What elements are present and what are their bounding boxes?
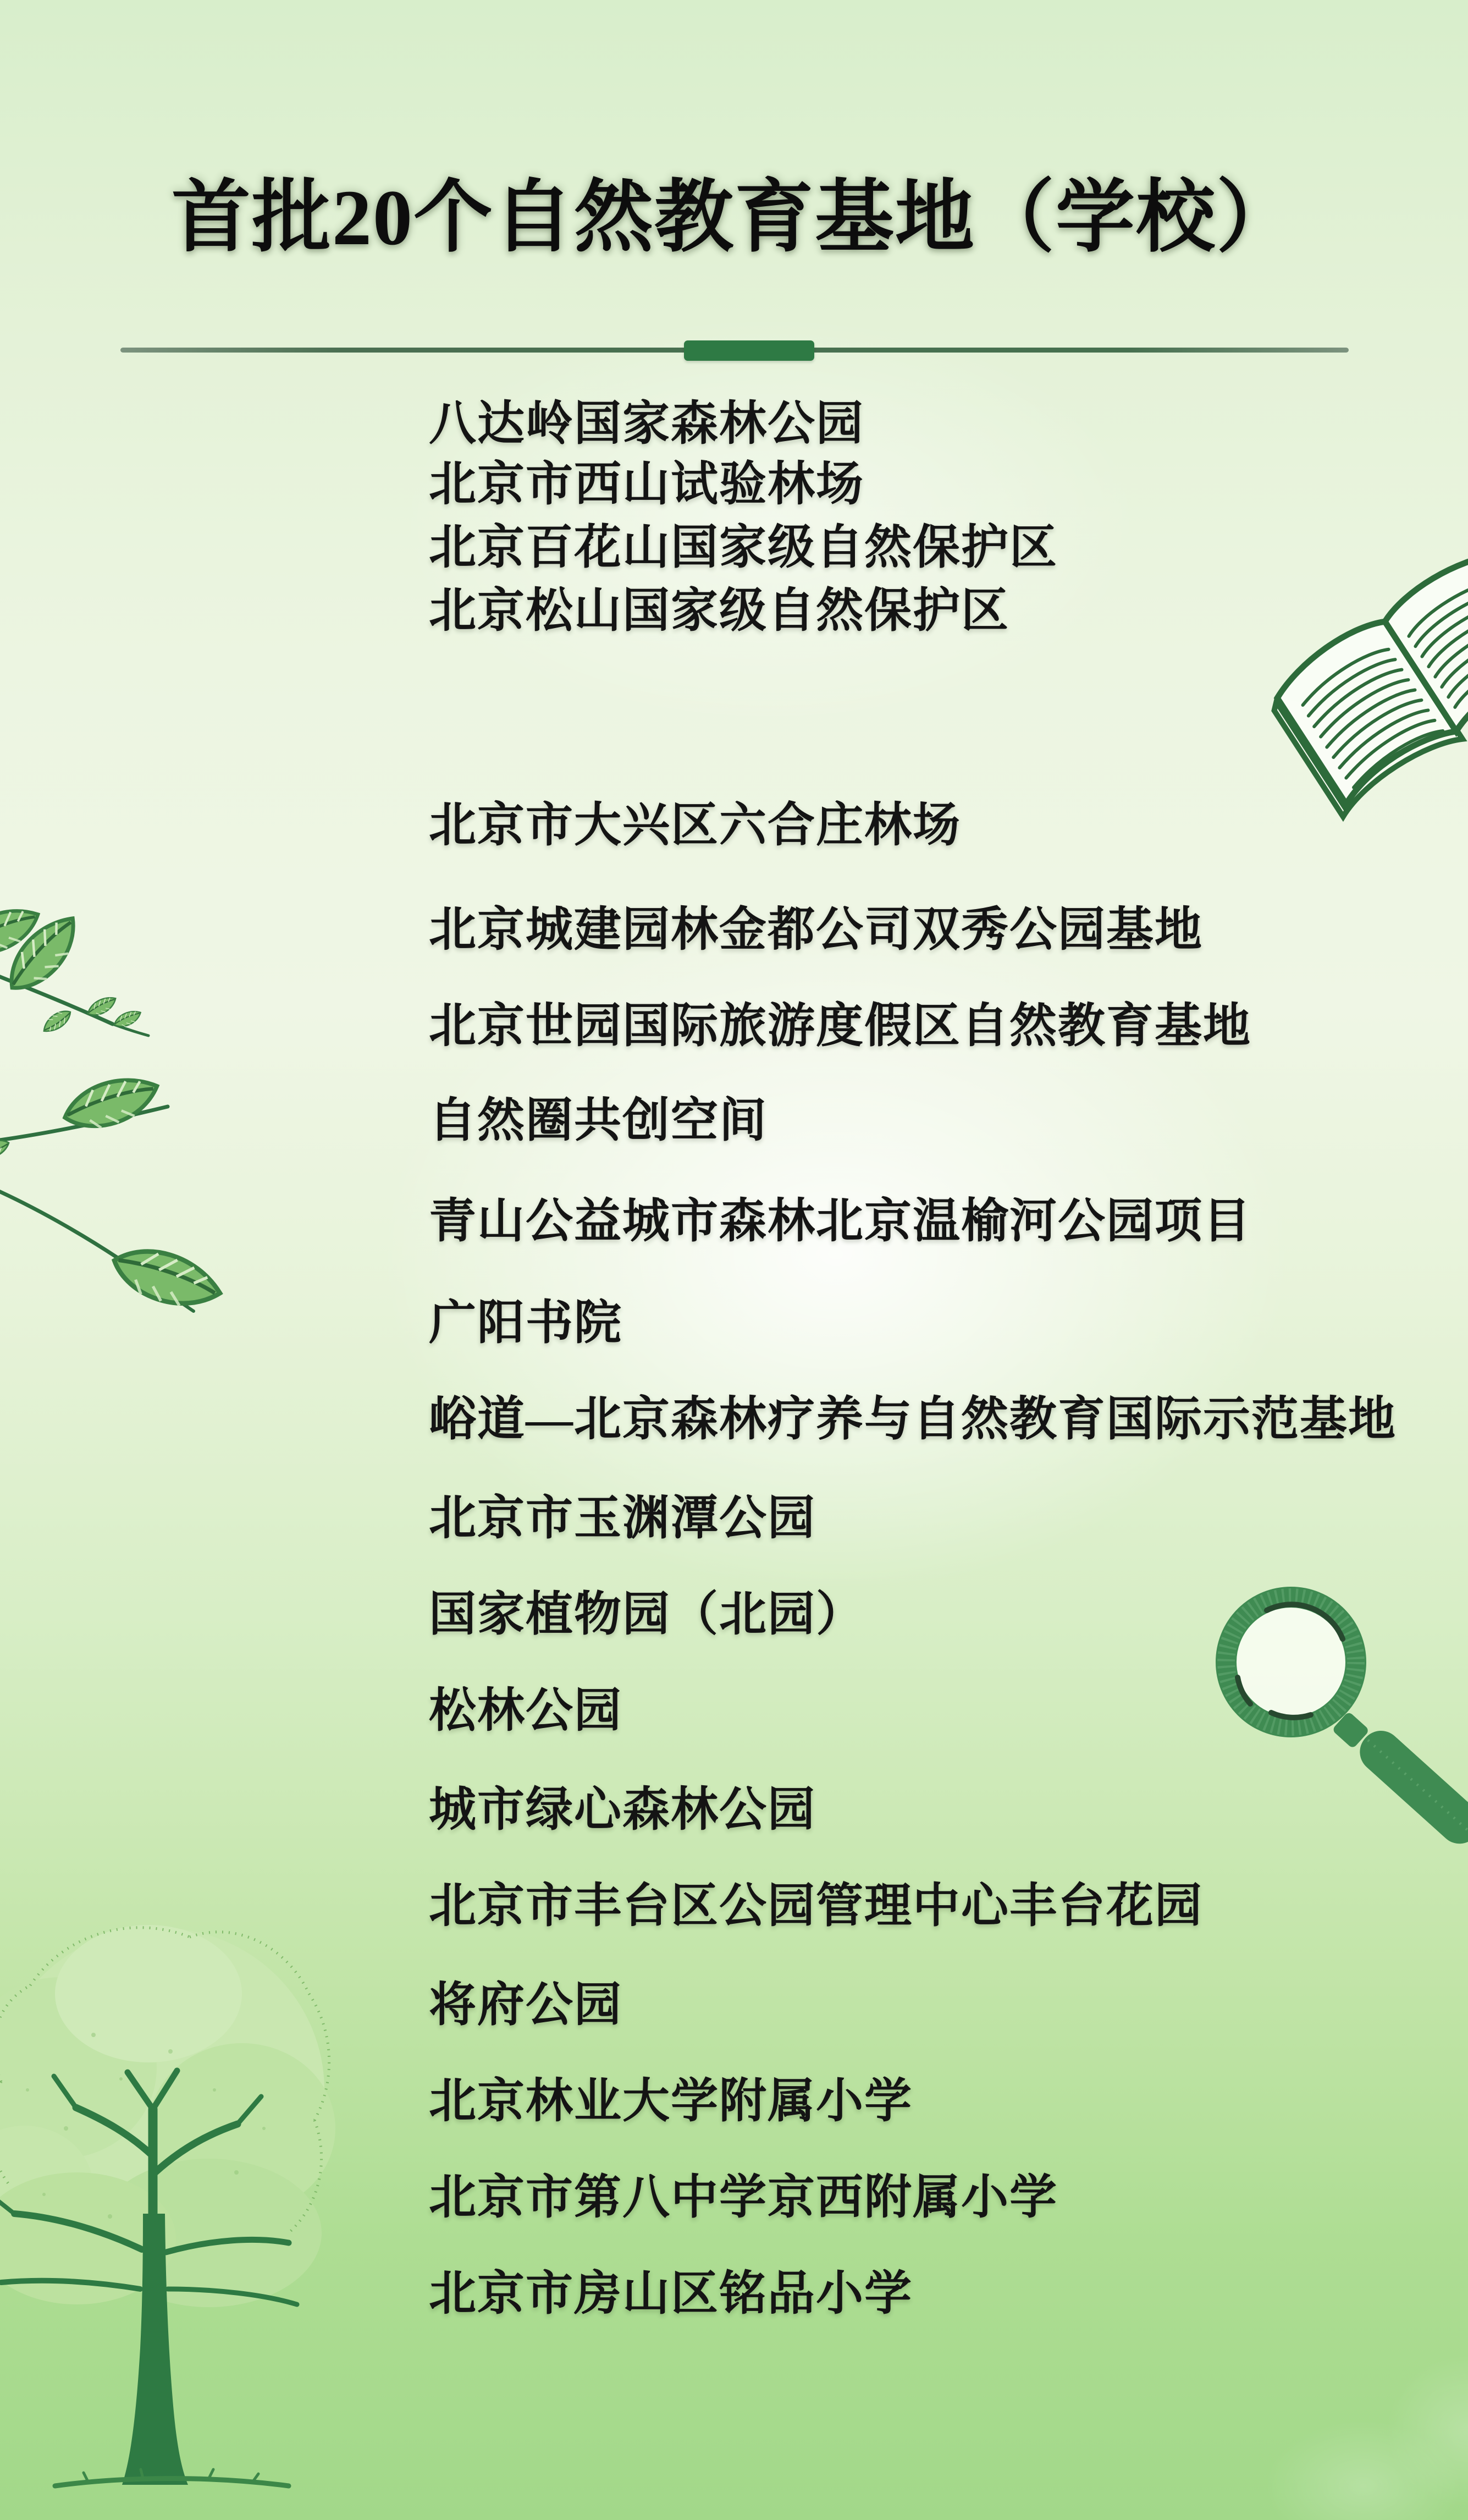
list-item: 北京市大兴区六合庄林场 — [429, 799, 961, 851]
open-book-icon — [1254, 511, 1468, 819]
list-item: 国家植物园（北园） — [429, 1588, 864, 1641]
list-item: 将府公园 — [429, 1978, 622, 2031]
page-title: 首批20个自然教育基地（学校） — [171, 174, 1296, 262]
list-item: 北京市西山试验林场 — [429, 458, 864, 510]
list-item: 北京林业大学附属小学 — [429, 2075, 913, 2127]
list-item: 北京市房山区铭品小学 — [429, 2267, 913, 2320]
list-item: 北京百花山国家级自然保护区 — [429, 521, 1058, 574]
list-item: 北京市丰台区公园管理中心丰台花园 — [429, 1879, 1203, 1932]
list-item: 北京松山国家级自然保护区 — [429, 584, 1009, 637]
list-item: 松林公园 — [429, 1684, 622, 1737]
magnifying-glass-icon — [1183, 1565, 1468, 1895]
list-item: 自然圈共创空间 — [429, 1094, 768, 1147]
list-item: 北京市玉渊潭公园 — [429, 1492, 816, 1544]
list-item: 广阳书院 — [429, 1296, 622, 1349]
tree-icon — [0, 1897, 330, 2520]
list-item: 北京市第八中学京西附属小学 — [429, 2171, 1058, 2224]
list-item: 青山公益城市森林北京温榆河公园项目 — [429, 1195, 1251, 1247]
list-item: 八达岭国家森林公园 — [429, 397, 864, 450]
list-item: 北京城建园林金都公司双秀公园基地 — [429, 903, 1203, 956]
divider-accent-segment — [684, 340, 814, 361]
list-item: 峪道—北京森林疗养与自然教育国际示范基地 — [429, 1393, 1397, 1445]
list-item: 城市绿心森林公园 — [429, 1783, 816, 1836]
leaf-branch-icon — [0, 880, 209, 1408]
list-item: 北京世园国际旅游度假区自然教育基地 — [429, 999, 1251, 1052]
